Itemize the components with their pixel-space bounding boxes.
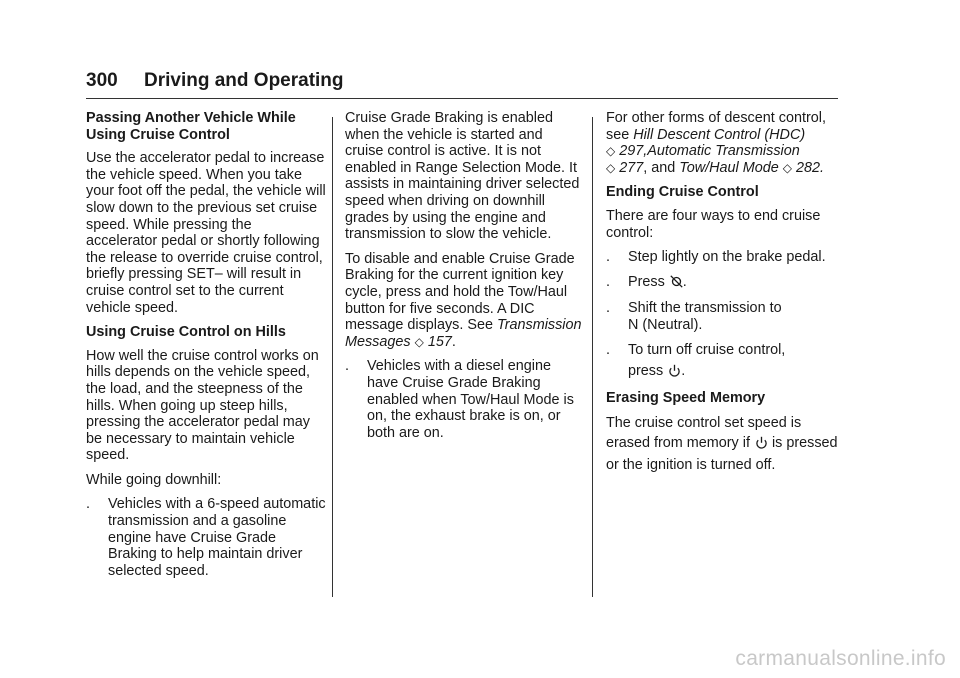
bullet: . (606, 341, 610, 358)
column-divider-2 (592, 117, 593, 597)
paragraph-text: For other forms of descent control, see (606, 110, 826, 143)
punctuation: . (819, 159, 824, 176)
page-ref-number[interactable]: 282 (795, 159, 820, 176)
heading-hills: Using Cruise Control on Hills (86, 324, 286, 341)
list-item (606, 300, 846, 333)
column-3 (606, 110, 846, 483)
bullet: . (606, 273, 610, 290)
column-2 (345, 110, 583, 449)
bullet: . (86, 496, 90, 513)
list-item (606, 342, 846, 382)
page-ref-icon: ◇ (782, 160, 792, 175)
list-item-text: press (628, 363, 668, 380)
cruise-power-icon (668, 364, 681, 382)
page-ref-icon: ◇ (606, 160, 616, 175)
list-item-text: Step lightly on the brake pedal. (628, 249, 826, 266)
punctuation: , (643, 143, 648, 160)
hdc-link[interactable]: Hill Descent Control (HDC) (633, 126, 806, 143)
list-item-text: Vehicles with a diesel engine have Cruise Grade Braking enabled when Tow/Haul Mode is on, the exhaust brake is on, or both are on. (367, 358, 574, 441)
transmission-messages-link[interactable]: Transmission Messages (345, 317, 582, 350)
paragraph-passing: Use the accelerator pedal to increase the vehicle speed. When you take your foot off the pedal, the vehicle will slow down to the previous set cruise speed. While pressing the accelerator pedal or shortly following the release to override cruise control, briefly pressing SET– will result in cruise control set to the current vehicle speed. (86, 150, 326, 316)
watermark: carmanualsonline.info (735, 647, 946, 670)
bullet: . (606, 300, 610, 317)
paragraph-grade-braking: Cruise Grade Braking is enabled when the vehicle is started and cruise control is active. It is not enabled in Range Selection Mode. It assists in maintaining driver selected speed when driving on downhill grades by using the engine and transmission to slow the vehicle. (345, 110, 580, 243)
section-title: Driving and Operating (144, 70, 344, 91)
automatic-transmission-link[interactable]: Automatic Transmission (647, 143, 800, 160)
punctuation: . (681, 363, 686, 380)
cruise-cancel-icon (670, 275, 683, 293)
list-item (345, 358, 583, 441)
page-ref-number[interactable]: 277 (619, 159, 644, 176)
column-1 (86, 110, 326, 587)
page-number: 300 (86, 70, 118, 91)
heading-erasing-memory: Erasing Speed Memory (606, 389, 766, 406)
heading-ending-cruise: Ending Cruise Control (606, 184, 759, 201)
list-item-text: Vehicles with a 6-speed automatic transmission and a gasoline engine have Cruise Grade Braking to help maintain driver selected speed. (108, 496, 326, 579)
column-divider-1 (332, 117, 333, 597)
bullet: . (606, 249, 610, 266)
paragraph-text: To disable and enable Cruise Grade Braking for the current ignition key cycle, press and hold the Tow/Haul button for five seconds. A DIC message displays. See (345, 250, 575, 334)
page-ref-icon: ◇ (414, 334, 424, 349)
paragraph-disable-grade-braking (345, 251, 583, 351)
page-header (86, 70, 838, 100)
page-ref-number[interactable]: 157 (427, 333, 452, 350)
paragraph-text: The cruise control set speed is erased from memory if (606, 415, 802, 452)
punctuation: . (451, 333, 456, 350)
punctuation: . (682, 273, 687, 290)
paragraph-text: is pressed or the ignition is turned off. (606, 435, 838, 474)
list-item-text: To turn off cruise control, (628, 341, 786, 358)
list-item (606, 249, 846, 266)
list-item-text: Press (628, 273, 669, 290)
header-divider (86, 98, 838, 99)
list-item-text: Shift the transmission to (628, 300, 782, 317)
tow-haul-mode-link[interactable]: Tow/Haul Mode (679, 159, 779, 176)
list-item (606, 274, 846, 293)
list-item (86, 496, 326, 579)
cruise-power-icon (755, 435, 768, 455)
paragraph-erasing-memory (606, 413, 846, 475)
list-item-text: N (Neutral). (628, 316, 703, 333)
page-ref-number[interactable]: 297 (619, 143, 644, 160)
paragraph-descent-control (606, 110, 846, 176)
heading-passing: Passing Another Vehicle While Using Cruise Control (86, 110, 296, 143)
punctuation: , and (643, 159, 680, 176)
bullet: . (345, 358, 349, 375)
paragraph-four-ways: There are four ways to end cruise control: (606, 207, 821, 241)
paragraph-downhill: While going downhill: (86, 471, 222, 488)
page-ref-icon: ◇ (606, 144, 616, 159)
paragraph-hills: How well the cruise control works on hills depends on the vehicle speed, the load, and the steepness of the hills. When going up steep hills, pressing the accelerator pedal may be necessary to maintain vehicle speed. (86, 347, 319, 464)
